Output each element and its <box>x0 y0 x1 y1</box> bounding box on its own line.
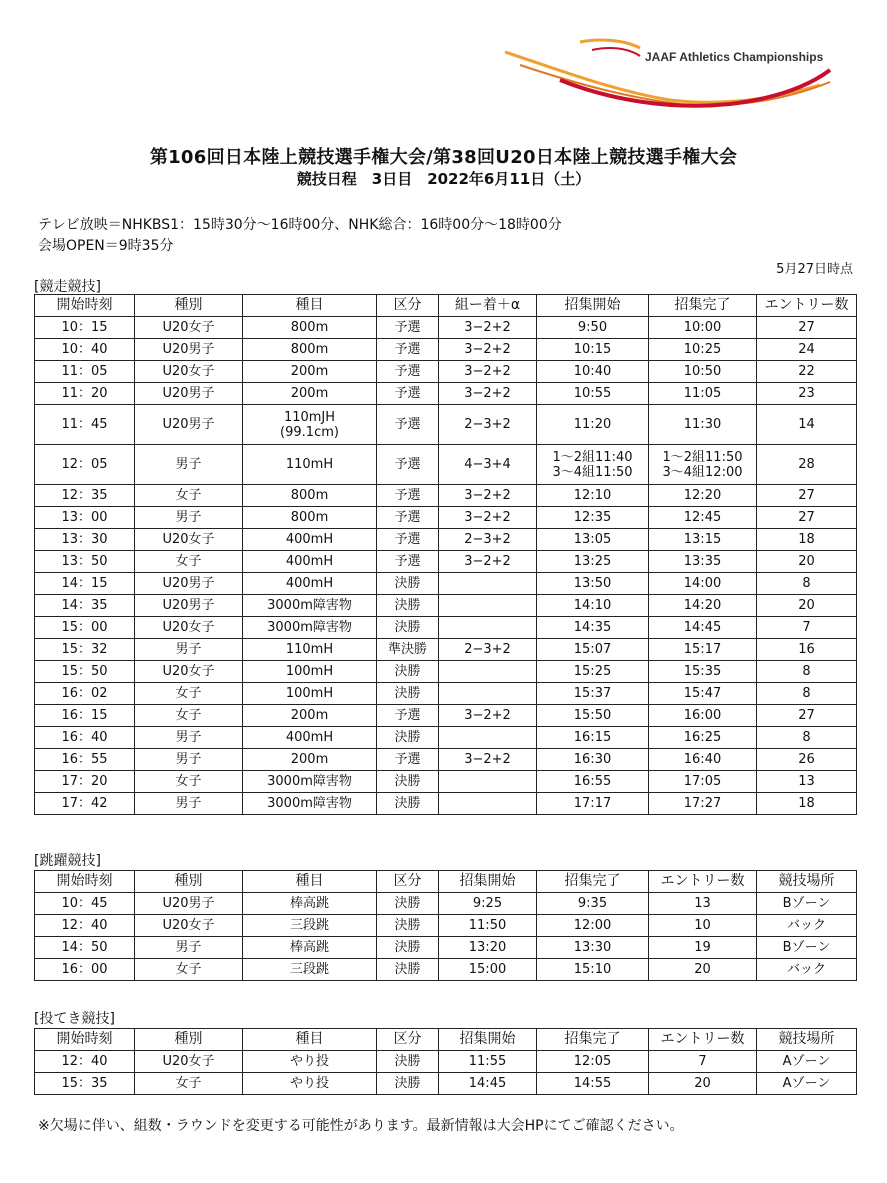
table-cell: 13 <box>757 771 857 793</box>
table-cell: 18 <box>757 793 857 815</box>
column-header: 組ー着＋α <box>439 295 537 317</box>
table-cell <box>439 683 537 705</box>
table-cell: 男子 <box>135 793 243 815</box>
table-cell: 17：20 <box>35 771 135 793</box>
table-cell: 16:25 <box>649 727 757 749</box>
table-cell: 16:15 <box>537 727 649 749</box>
table-cell: 決勝 <box>377 1051 439 1073</box>
table-cell: 13:15 <box>649 529 757 551</box>
table-row <box>35 683 857 705</box>
table-cell: 予選 <box>377 339 439 361</box>
table-cell: 16:40 <box>649 749 757 771</box>
table-row <box>35 551 857 573</box>
table-cell: 男子 <box>135 445 243 485</box>
table-cell: 400mH <box>243 727 377 749</box>
table-cell: 15:10 <box>537 959 649 981</box>
table-cell: 11:30 <box>649 405 757 445</box>
table-cell: 10：40 <box>35 339 135 361</box>
column-header: 招集完了 <box>537 871 649 893</box>
table-cell: 10:15 <box>537 339 649 361</box>
table-row <box>35 361 857 383</box>
table-cell: 20 <box>757 595 857 617</box>
tv-broadcast-info: テレビ放映＝NHKBS1：15時30分～16時00分、NHK総合：16時00分～18時00分 <box>38 217 562 233</box>
table-cell: 10 <box>649 915 757 937</box>
column-header: 開始時刻 <box>35 871 135 893</box>
table-cell: 15：32 <box>35 639 135 661</box>
table-cell: U20女子 <box>135 617 243 639</box>
table-cell: やり投 <box>243 1051 377 1073</box>
table-cell: 3−2+2 <box>439 317 537 339</box>
table-cell: 14 <box>757 405 857 445</box>
table-cell: 1～2組11:40 3～4組11:50 <box>537 445 649 485</box>
table-cell: 13:30 <box>537 937 649 959</box>
table-cell: U20男子 <box>135 893 243 915</box>
table-cell: 3000m障害物 <box>243 793 377 815</box>
table-cell: 予選 <box>377 361 439 383</box>
table-cell: 800m <box>243 339 377 361</box>
table-cell: 27 <box>757 705 857 727</box>
table-header-row <box>35 871 857 893</box>
table-cell: 110mH <box>243 639 377 661</box>
table-cell: 女子 <box>135 485 243 507</box>
table-cell: 予選 <box>377 317 439 339</box>
table-cell: Bゾーン <box>757 937 857 959</box>
table-cell: 決勝 <box>377 683 439 705</box>
table-cell: 14:55 <box>537 1073 649 1095</box>
table-cell: 200m <box>243 383 377 405</box>
table-row <box>35 1073 857 1095</box>
table-cell: 女子 <box>135 1073 243 1095</box>
table-row <box>35 727 857 749</box>
table-cell: U20男子 <box>135 405 243 445</box>
table-cell: 決勝 <box>377 661 439 683</box>
column-header: 種目 <box>243 871 377 893</box>
table-header-row <box>35 295 857 317</box>
table-cell: 13:50 <box>537 573 649 595</box>
table-cell: 200m <box>243 749 377 771</box>
table-cell: 100mH <box>243 661 377 683</box>
table-cell: 9:25 <box>439 893 537 915</box>
table-cell <box>439 793 537 815</box>
table-cell: 19 <box>649 937 757 959</box>
table-cell: 7 <box>649 1051 757 1073</box>
table-cell: 13 <box>649 893 757 915</box>
jaaf-logo <box>500 30 860 110</box>
table-cell: 男子 <box>135 937 243 959</box>
table-cell: 女子 <box>135 551 243 573</box>
table-cell: U20男子 <box>135 595 243 617</box>
table-row <box>35 617 857 639</box>
column-header: 競技場所 <box>757 1029 857 1051</box>
table-cell: 8 <box>757 683 857 705</box>
table-cell: 12:20 <box>649 485 757 507</box>
column-header: 開始時刻 <box>35 295 135 317</box>
table-cell: 男子 <box>135 639 243 661</box>
table-cell: 14:35 <box>537 617 649 639</box>
table-cell: 棒高跳 <box>243 937 377 959</box>
table-cell: 800m <box>243 485 377 507</box>
table-cell: 予選 <box>377 705 439 727</box>
table-cell: 16:00 <box>649 705 757 727</box>
table-row <box>35 507 857 529</box>
table-cell: 27 <box>757 485 857 507</box>
table-cell: 女子 <box>135 771 243 793</box>
table-cell: 2−3+2 <box>439 405 537 445</box>
column-header: 招集完了 <box>649 295 757 317</box>
column-header: 区分 <box>377 1029 439 1051</box>
table-row <box>35 937 857 959</box>
table-cell: 12:35 <box>537 507 649 529</box>
table-cell: 28 <box>757 445 857 485</box>
column-header: 種目 <box>243 1029 377 1051</box>
table-cell: 200m <box>243 705 377 727</box>
table-cell: 予選 <box>377 529 439 551</box>
jump-schedule-table <box>34 870 857 981</box>
table-cell: 18 <box>757 529 857 551</box>
table-row <box>35 771 857 793</box>
table-cell: 予選 <box>377 383 439 405</box>
table-cell: 10：45 <box>35 893 135 915</box>
column-header: 種別 <box>135 871 243 893</box>
table-cell: 8 <box>757 573 857 595</box>
table-cell: 10:25 <box>649 339 757 361</box>
table-cell: 3000m障害物 <box>243 617 377 639</box>
table-cell: 100mH <box>243 683 377 705</box>
table-cell: 12:05 <box>537 1051 649 1073</box>
column-header: エントリー数 <box>649 871 757 893</box>
track-schedule-table <box>34 294 857 815</box>
table-cell: 3−2+2 <box>439 705 537 727</box>
throw-schedule-table <box>34 1028 857 1095</box>
table-cell: U20女子 <box>135 661 243 683</box>
column-header: 招集開始 <box>439 871 537 893</box>
table-cell: 800m <box>243 317 377 339</box>
table-cell: 12：40 <box>35 1051 135 1073</box>
table-cell <box>439 661 537 683</box>
column-header: エントリー数 <box>757 295 857 317</box>
table-cell: 女子 <box>135 959 243 981</box>
table-cell: 23 <box>757 383 857 405</box>
table-cell: 1～2組11:50 3～4組12:00 <box>649 445 757 485</box>
table-cell: 14：15 <box>35 573 135 595</box>
table-cell: 12：35 <box>35 485 135 507</box>
table-cell: 12:45 <box>649 507 757 529</box>
table-cell: バック <box>757 959 857 981</box>
table-cell: 14:10 <box>537 595 649 617</box>
table-cell: 15:50 <box>537 705 649 727</box>
table-cell: 400mH <box>243 529 377 551</box>
table-cell: 26 <box>757 749 857 771</box>
table-cell: 15：50 <box>35 661 135 683</box>
column-header: 招集開始 <box>537 295 649 317</box>
table-cell: 22 <box>757 361 857 383</box>
table-cell: 14：50 <box>35 937 135 959</box>
table-cell: 110mJH (99.1cm) <box>243 405 377 445</box>
table-cell: 400mH <box>243 573 377 595</box>
table-cell: 8 <box>757 727 857 749</box>
table-cell: 14:00 <box>649 573 757 595</box>
table-cell: 棒高跳 <box>243 893 377 915</box>
table-cell: 16：02 <box>35 683 135 705</box>
table-cell: 10:50 <box>649 361 757 383</box>
table-cell: 13：00 <box>35 507 135 529</box>
table-cell: 予選 <box>377 507 439 529</box>
track-section-label: [競走競技] <box>34 279 101 295</box>
throw-section-label: [投てき競技] <box>34 1011 115 1027</box>
table-cell: 16：55 <box>35 749 135 771</box>
table-cell: 20 <box>649 1073 757 1095</box>
table-cell: 決勝 <box>377 793 439 815</box>
table-cell: 11:55 <box>439 1051 537 1073</box>
table-cell: 3−2+2 <box>439 551 537 573</box>
table-cell: 予選 <box>377 749 439 771</box>
column-header: 区分 <box>377 871 439 893</box>
table-cell <box>439 573 537 595</box>
table-cell: 110mH <box>243 445 377 485</box>
table-cell: 3−2+2 <box>439 361 537 383</box>
table-cell: 2−3+2 <box>439 639 537 661</box>
table-cell: 11:05 <box>649 383 757 405</box>
table-cell: 決勝 <box>377 959 439 981</box>
table-row <box>35 317 857 339</box>
table-cell: 15:17 <box>649 639 757 661</box>
table-cell: 10:55 <box>537 383 649 405</box>
table-cell: U20女子 <box>135 529 243 551</box>
table-cell: 4−3+4 <box>439 445 537 485</box>
table-cell: 三段跳 <box>243 915 377 937</box>
column-header: エントリー数 <box>649 1029 757 1051</box>
table-cell: 16:55 <box>537 771 649 793</box>
column-header: 開始時刻 <box>35 1029 135 1051</box>
table-cell: 3−2+2 <box>439 749 537 771</box>
table-cell: 16：00 <box>35 959 135 981</box>
table-row <box>35 639 857 661</box>
table-cell: 8 <box>757 661 857 683</box>
table-cell: 7 <box>757 617 857 639</box>
jump-section-label: [跳躍競技] <box>34 853 101 869</box>
table-cell: 16：40 <box>35 727 135 749</box>
table-row <box>35 405 857 445</box>
table-cell: 11:20 <box>537 405 649 445</box>
table-cell: 400mH <box>243 551 377 573</box>
table-cell: U20男子 <box>135 573 243 595</box>
table-cell: 13:20 <box>439 937 537 959</box>
table-cell: 15:00 <box>439 959 537 981</box>
table-cell: 準決勝 <box>377 639 439 661</box>
table-row <box>35 893 857 915</box>
table-cell: 15:25 <box>537 661 649 683</box>
page-subtitle: 競技日程 3日目 2022年6月11日（土） <box>296 170 591 188</box>
table-cell: 男子 <box>135 727 243 749</box>
venue-open-info: 会場OPEN＝9時35分 <box>38 238 174 254</box>
table-cell: 3−2+2 <box>439 485 537 507</box>
table-cell: 11：05 <box>35 361 135 383</box>
table-row <box>35 445 857 485</box>
table-cell: 16:30 <box>537 749 649 771</box>
table-cell: 3−2+2 <box>439 507 537 529</box>
table-row <box>35 705 857 727</box>
table-cell: 予選 <box>377 405 439 445</box>
table-cell: 15:47 <box>649 683 757 705</box>
table-cell: 13：30 <box>35 529 135 551</box>
logo-swoosh-icon <box>500 30 860 110</box>
table-cell: 16：15 <box>35 705 135 727</box>
table-cell: 14:20 <box>649 595 757 617</box>
table-cell: 27 <box>757 317 857 339</box>
table-cell: 男子 <box>135 507 243 529</box>
table-cell: 24 <box>757 339 857 361</box>
table-cell: 27 <box>757 507 857 529</box>
table-header-row <box>35 1029 857 1051</box>
table-cell: 予選 <box>377 551 439 573</box>
column-header: 種目 <box>243 295 377 317</box>
table-cell: 女子 <box>135 705 243 727</box>
table-cell: Bゾーン <box>757 893 857 915</box>
table-cell: U20女子 <box>135 317 243 339</box>
table-cell: 決勝 <box>377 573 439 595</box>
table-cell: 予選 <box>377 485 439 507</box>
table-cell: Aゾーン <box>757 1051 857 1073</box>
table-cell: U20女子 <box>135 1051 243 1073</box>
table-cell: U20女子 <box>135 915 243 937</box>
table-row <box>35 915 857 937</box>
table-cell: 17：42 <box>35 793 135 815</box>
table-cell: 14：35 <box>35 595 135 617</box>
table-cell: 13:35 <box>649 551 757 573</box>
page-title: 第106回日本陸上競技選手権大会/第38回U20日本陸上競技選手権大会 <box>149 147 738 168</box>
table-row <box>35 383 857 405</box>
table-cell: U20女子 <box>135 361 243 383</box>
table-cell: 11：45 <box>35 405 135 445</box>
column-header: 区分 <box>377 295 439 317</box>
table-row <box>35 339 857 361</box>
table-cell: 9:50 <box>537 317 649 339</box>
table-cell: 16 <box>757 639 857 661</box>
table-row <box>35 749 857 771</box>
table-cell: 9:35 <box>537 893 649 915</box>
table-cell: やり投 <box>243 1073 377 1095</box>
column-header: 競技場所 <box>757 871 857 893</box>
table-cell: 決勝 <box>377 727 439 749</box>
table-cell <box>439 617 537 639</box>
table-cell: 3−2+2 <box>439 339 537 361</box>
table-cell: 12:00 <box>537 915 649 937</box>
table-cell: 17:27 <box>649 793 757 815</box>
table-row <box>35 485 857 507</box>
table-row <box>35 959 857 981</box>
table-cell: 決勝 <box>377 915 439 937</box>
table-cell: 10：15 <box>35 317 135 339</box>
table-cell: 決勝 <box>377 1073 439 1095</box>
table-cell <box>439 727 537 749</box>
table-cell: 15:07 <box>537 639 649 661</box>
table-cell: 15:35 <box>649 661 757 683</box>
table-cell: 決勝 <box>377 937 439 959</box>
table-cell: 男子 <box>135 749 243 771</box>
table-cell: 3000m障害物 <box>243 595 377 617</box>
table-cell: Aゾーン <box>757 1073 857 1095</box>
table-row <box>35 661 857 683</box>
table-cell: 12：05 <box>35 445 135 485</box>
table-cell: 17:17 <box>537 793 649 815</box>
table-cell: 10:40 <box>537 361 649 383</box>
table-row <box>35 1051 857 1073</box>
table-cell: 2−3+2 <box>439 529 537 551</box>
table-cell: U20男子 <box>135 339 243 361</box>
table-cell: U20男子 <box>135 383 243 405</box>
table-cell: 14:45 <box>649 617 757 639</box>
table-cell: 3000m障害物 <box>243 771 377 793</box>
table-row <box>35 573 857 595</box>
table-cell: 三段跳 <box>243 959 377 981</box>
table-cell: 決勝 <box>377 771 439 793</box>
table-cell: 14:45 <box>439 1073 537 1095</box>
table-cell: 12：40 <box>35 915 135 937</box>
as-of-date: 5月27日時点 <box>776 262 853 277</box>
table-cell: 13：50 <box>35 551 135 573</box>
column-header: 招集完了 <box>537 1029 649 1051</box>
table-cell: 11:50 <box>439 915 537 937</box>
table-cell: 15:37 <box>537 683 649 705</box>
table-cell <box>439 595 537 617</box>
logo-text: JAAF Athletics Championships <box>645 50 824 64</box>
table-cell: 決勝 <box>377 617 439 639</box>
table-cell: 決勝 <box>377 595 439 617</box>
table-row <box>35 595 857 617</box>
table-cell: 予選 <box>377 445 439 485</box>
table-cell: 12:10 <box>537 485 649 507</box>
table-cell: 200m <box>243 361 377 383</box>
table-cell: 決勝 <box>377 893 439 915</box>
column-header: 種別 <box>135 295 243 317</box>
table-cell: 800m <box>243 507 377 529</box>
table-cell: 15：00 <box>35 617 135 639</box>
table-cell: 13:05 <box>537 529 649 551</box>
table-cell: 3−2+2 <box>439 383 537 405</box>
footnote: ※欠場に伴い、組数・ラウンドを変更する可能性があります。最新情報は大会HPにてご確認ください。 <box>38 1118 684 1134</box>
table-row <box>35 793 857 815</box>
table-cell: 15：35 <box>35 1073 135 1095</box>
table-cell: 20 <box>649 959 757 981</box>
table-cell: バック <box>757 915 857 937</box>
column-header: 種別 <box>135 1029 243 1051</box>
table-cell: 20 <box>757 551 857 573</box>
column-header: 招集開始 <box>439 1029 537 1051</box>
table-cell <box>439 771 537 793</box>
table-cell: 13:25 <box>537 551 649 573</box>
table-cell: 女子 <box>135 683 243 705</box>
table-cell: 11：20 <box>35 383 135 405</box>
table-cell: 10:00 <box>649 317 757 339</box>
table-cell: 17:05 <box>649 771 757 793</box>
table-row <box>35 529 857 551</box>
